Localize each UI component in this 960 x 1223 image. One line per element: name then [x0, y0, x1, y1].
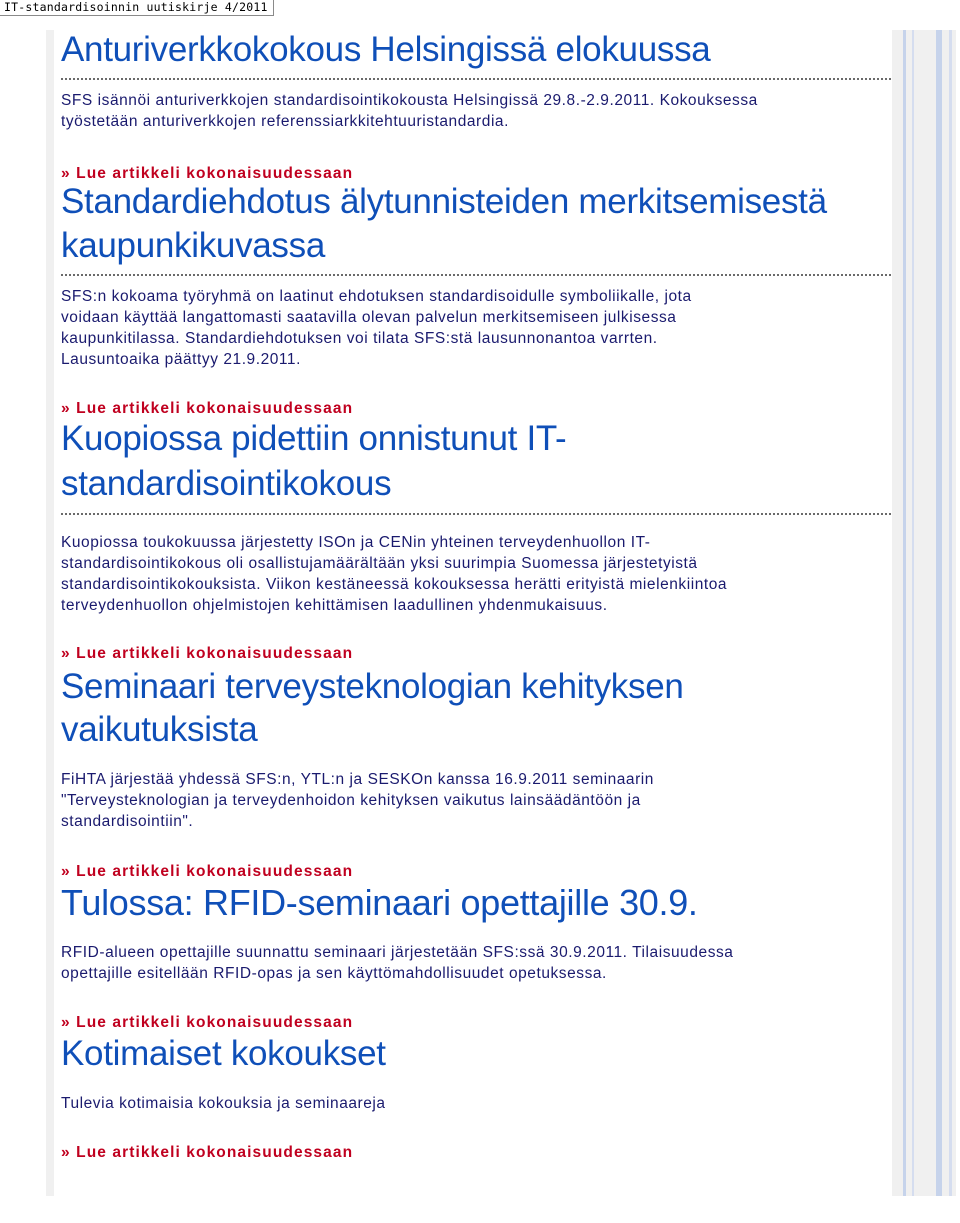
article-standardiehdotus — [61, 180, 891, 370]
article-title: Standardiehdotus älytunnisteiden merkitsemisestä kaupunkikuvassa — [61, 182, 827, 265]
article-summary: SFS isännöi anturiverkkojen standardisointikokousta Helsingissä 29.8.-2.9.2011. Kokouksessa työstetään anturiverkkojen referenssiarkkitehtuuristandardia. — [61, 92, 758, 130]
article-summary: FiHTA järjestää yhdessä SFS:n, YTL:n ja SESKOn kanssa 16.9.2011 seminaarin "Terveysteknologian ja terveydenhoidon kehityksen vaikutus lainsäädäntöön ja standardisointiin". — [61, 771, 654, 830]
article-summary: Tulevia kotimaisia kokouksia ja seminaareja — [61, 1095, 386, 1112]
decorative-stripe — [903, 30, 906, 1196]
dotted-divider — [61, 274, 891, 276]
read-more-link[interactable]: » Lue artikkeli kokonaisuudessaan — [61, 1144, 354, 1161]
article-kuopio — [61, 416, 891, 616]
article-summary: Kuopiossa toukokuussa järjestetty ISOn ja CENin yhteinen terveydenhuollon IT- standardisointikokous oli osallistujamäärältään yksi suurimpia Suomessa järjestetyistä standardisointikokouksista. Viikon kestäneessä kokouksessa herätti erityistä mielenkiintoa terveydenhuollon ohjelmistojen kehittämisen laadullinen yhdenmukaisuus. — [61, 534, 728, 614]
article-summary: RFID-alueen opettajille suunnattu seminaari järjestetään SFS:ssä 30.9.2011. Tilaisuudessa opettajille esitellään RFID-opas ja sen käyttömahdollisuudet opetuksessa. — [61, 944, 734, 982]
dotted-divider — [61, 78, 891, 80]
read-more-link[interactable]: » Lue artikkeli kokonaisuudessaan — [61, 165, 354, 182]
decorative-stripe — [912, 30, 914, 1196]
read-more-link[interactable]: » Lue artikkeli kokonaisuudessaan — [61, 863, 354, 880]
article-title: Kotimaiset kokoukset — [61, 1034, 386, 1073]
article-title: Tulossa: RFID-seminaari opettajille 30.9. — [61, 882, 698, 923]
dotted-divider — [61, 513, 891, 515]
article-kotimaiset-kokoukset — [61, 1032, 891, 1114]
newsletter-header-tab: IT-standardisoinnin uutiskirje 4/2011 — [0, 0, 274, 16]
decorative-stripe — [949, 30, 952, 1196]
article-seminaari-terveysteknologia — [61, 665, 891, 832]
article-summary: SFS:n kokoama työryhmä on laatinut ehdotuksen standardisoidulle symboliikalle, jota voidaan käyttää langattomasti saatavilla olevan palvelun merkitsemiseen julkisessa kaupunkitilassa. Standardiehdotuksen voi tilata SFS:stä lausunnonantoa varrten. Lausuntoaika päättyy 21.9.2011. — [61, 288, 692, 368]
article-title: Kuopiossa pidettiin onnistunut IT- standardisointikokous — [61, 419, 567, 503]
article-anturiverkkokokous — [61, 28, 891, 132]
article-rfid-seminaari — [61, 881, 891, 984]
article-title: Seminaari terveysteknologian kehityksen vaikutuksista — [61, 667, 684, 749]
read-more-link[interactable]: » Lue artikkeli kokonaisuudessaan — [61, 1014, 354, 1031]
article-title: Anturiverkkokokous Helsingissä elokuussa — [61, 30, 711, 69]
decorative-stripe — [936, 30, 942, 1196]
read-more-link[interactable]: » Lue artikkeli kokonaisuudessaan — [61, 400, 354, 417]
read-more-link[interactable]: » Lue artikkeli kokonaisuudessaan — [61, 645, 354, 662]
